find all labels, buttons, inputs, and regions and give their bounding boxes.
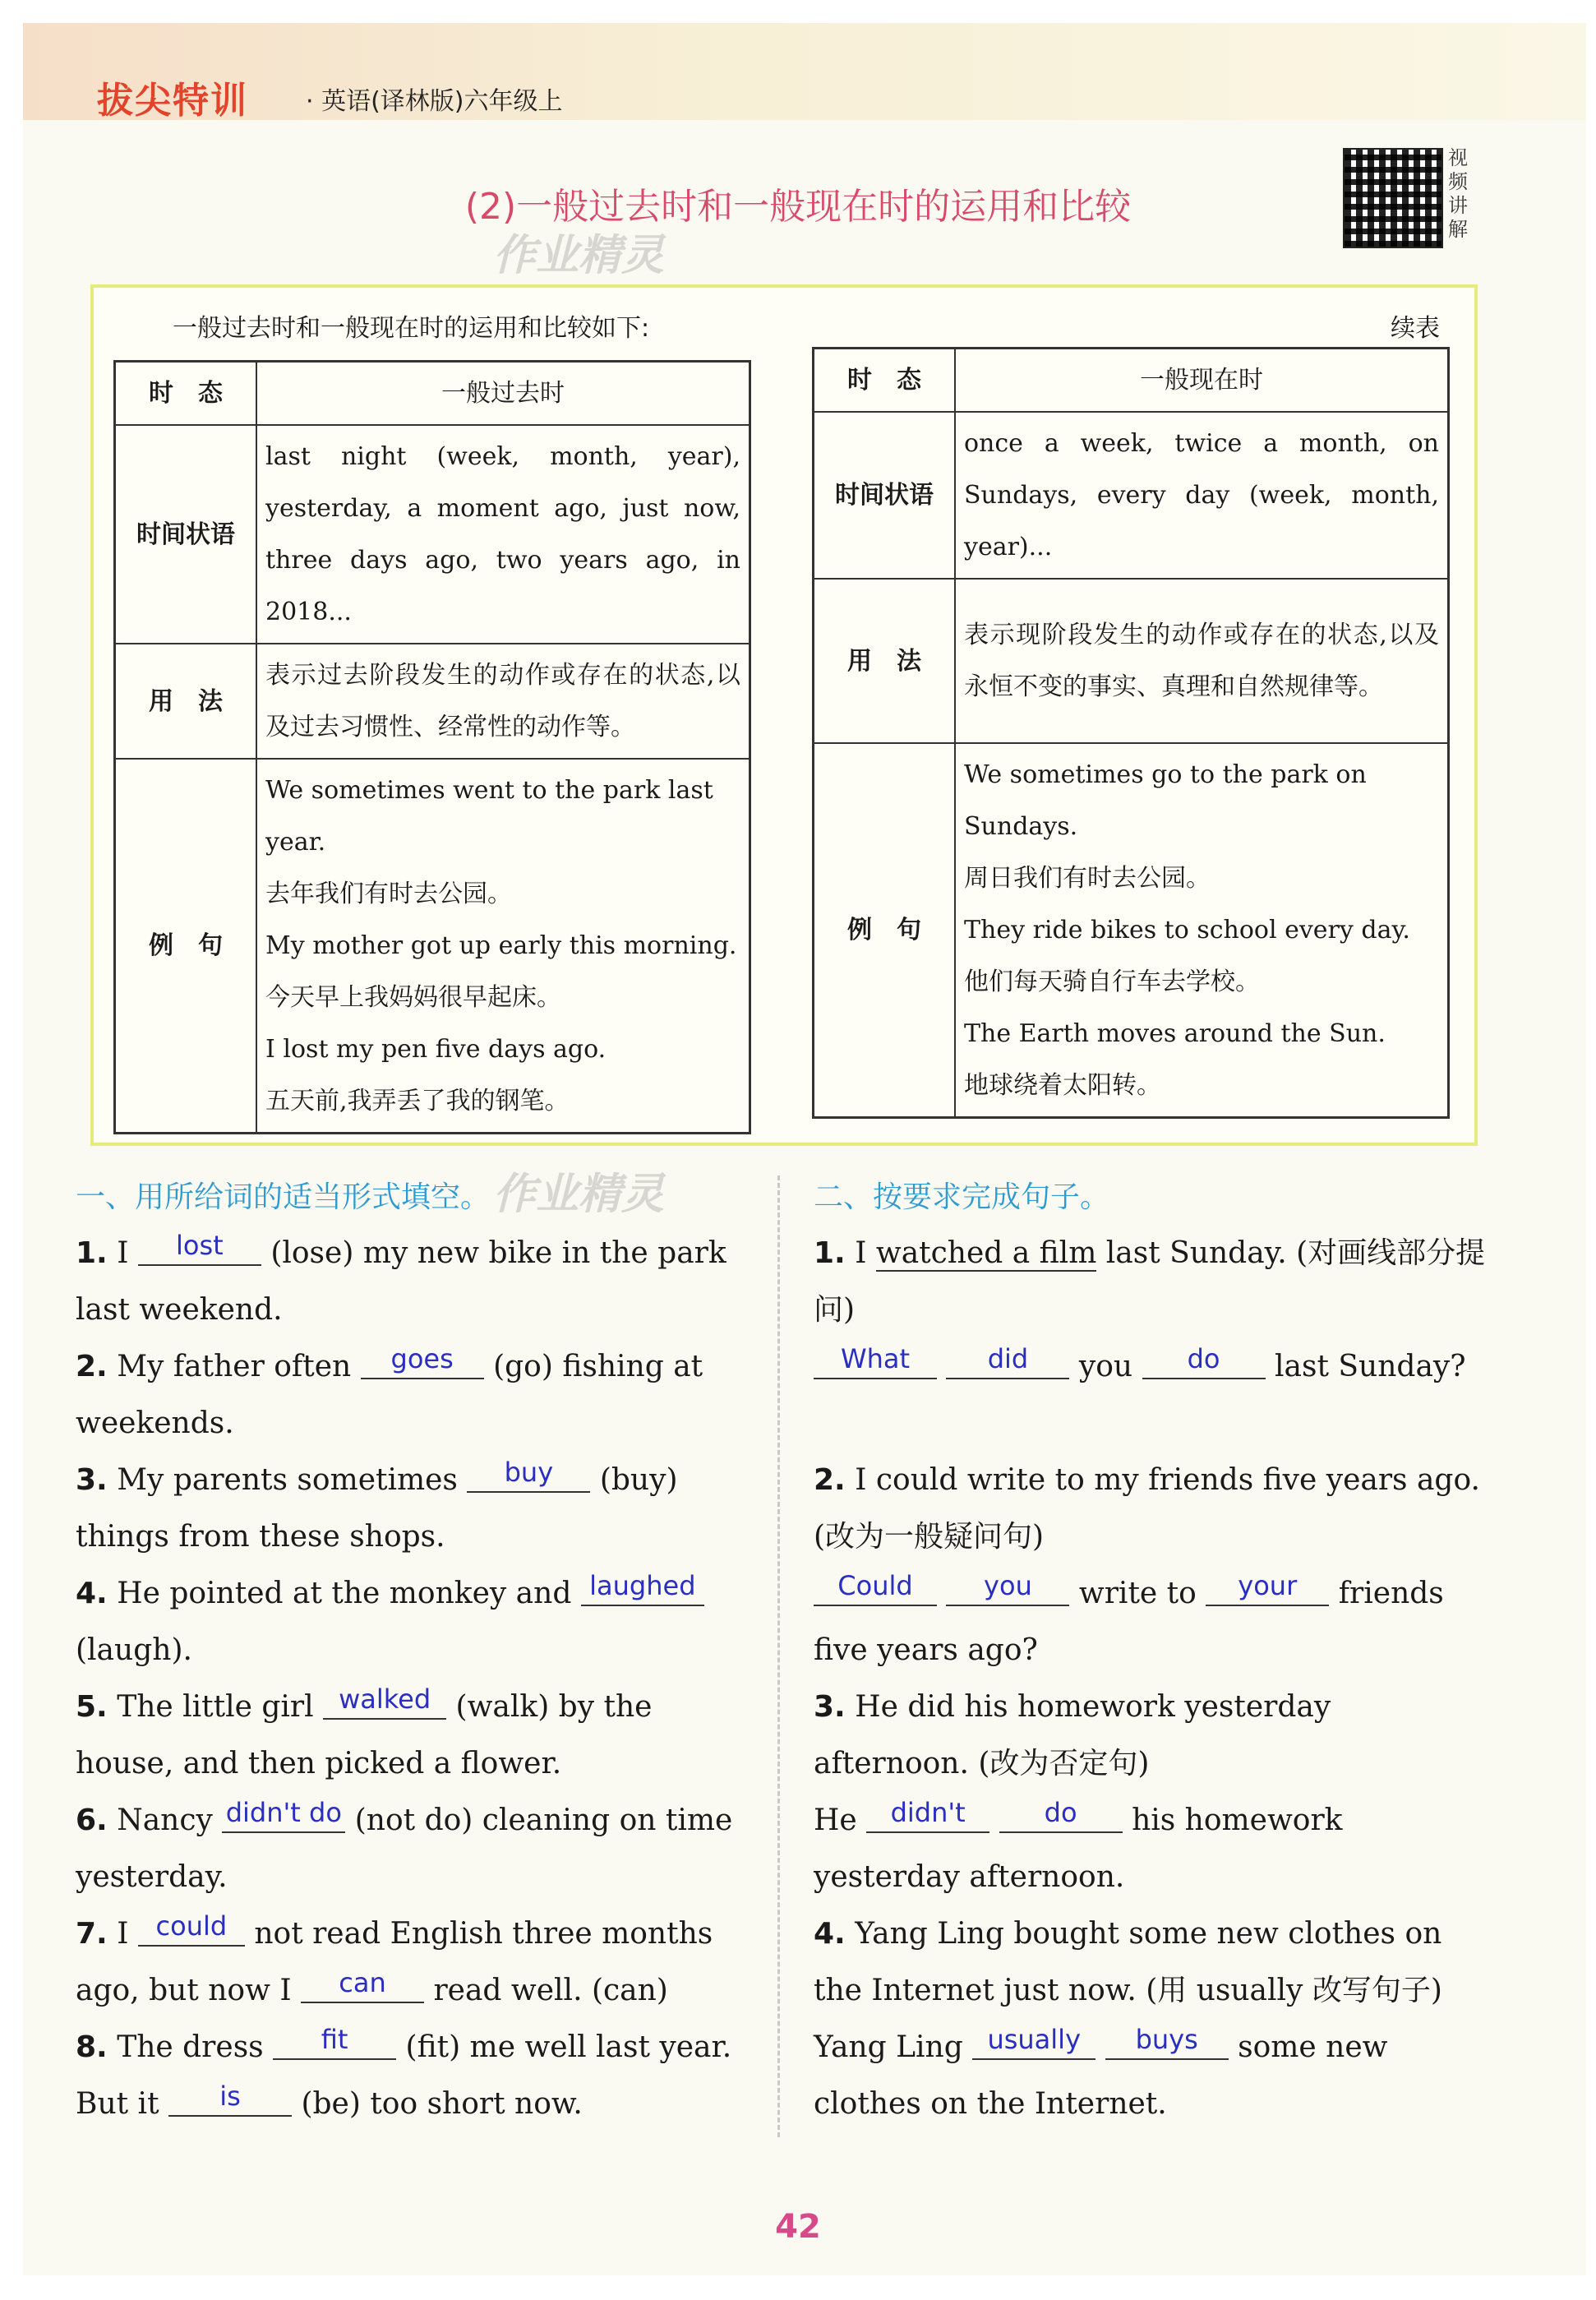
answer-blank[interactable]: can bbox=[301, 1964, 424, 2003]
question-text: I bbox=[117, 1917, 129, 1951]
question-text: The little girl bbox=[117, 1690, 314, 1724]
example-line: The Earth moves around the Sun. bbox=[964, 1019, 1386, 1048]
example-line: I lost my pen five days ago. bbox=[265, 1035, 607, 1064]
qr-label: 视频讲解 bbox=[1448, 146, 1468, 241]
question-text: The dress bbox=[117, 2030, 264, 2064]
question-number: 4. bbox=[814, 1917, 846, 1951]
answer-blank[interactable]: What bbox=[814, 1340, 937, 1379]
example-label: 例 句 bbox=[115, 759, 257, 1134]
question-number: 4. bbox=[76, 1577, 108, 1610]
question-number: 2. bbox=[814, 1463, 846, 1497]
part2-question-1 bbox=[814, 1225, 1488, 1395]
question-text: He pointed at the monkey and bbox=[117, 1577, 572, 1610]
question-text: (be) too short now. bbox=[301, 2087, 583, 2121]
answer-blank[interactable]: do bbox=[1142, 1340, 1266, 1379]
part1-question-1 bbox=[76, 1225, 750, 1338]
tense-header: 时 态 bbox=[814, 349, 956, 413]
question-text: I bbox=[855, 1236, 867, 1270]
part1-title: 一、用所给词的适当形式填空。 bbox=[76, 1180, 491, 1214]
tense-name: 一般过去时 bbox=[256, 362, 750, 426]
header-band bbox=[23, 23, 1586, 120]
question-text: (not do) cleaning on time yesterday. bbox=[76, 1804, 733, 1894]
part2-title: 二、按要求完成句子。 bbox=[814, 1180, 1110, 1214]
time-label: 时间状语 bbox=[814, 412, 956, 579]
past-tense-table bbox=[113, 360, 751, 1134]
question-text: last Sunday? bbox=[1275, 1350, 1466, 1383]
answer-blank[interactable]: buys bbox=[1105, 2021, 1229, 2060]
answer-blank[interactable]: could bbox=[138, 1907, 245, 1947]
question-text: his homework yesterday afternoon. bbox=[814, 1804, 1343, 1894]
example-line: 今天早上我妈妈很早起床。 bbox=[265, 983, 561, 1012]
usage-text: 表示过去阶段发生的动作或存在的状态,以及过去习惯性、经常性的动作等。 bbox=[256, 644, 750, 759]
answer-blank[interactable]: you bbox=[946, 1567, 1069, 1606]
example-line: My mother got up early this morning. bbox=[265, 931, 737, 960]
part1-question-5 bbox=[76, 1679, 750, 1792]
watermark: 作业精灵 bbox=[493, 231, 665, 280]
question-text: He bbox=[814, 1804, 857, 1837]
section-title: (2)一般过去时和一般现在时的运用和比较 bbox=[464, 186, 1132, 228]
underlined-phrase: watched a film bbox=[875, 1236, 1097, 1270]
answer-blank[interactable]: walked bbox=[323, 1680, 446, 1720]
example-line: 他们每天骑自行车去学校。 bbox=[964, 968, 1260, 996]
answer-blank[interactable]: didn't bbox=[866, 1794, 989, 1833]
usage-label: 用 法 bbox=[115, 644, 257, 759]
question-text: Yang Ling bought some new clothes on the Internet just now. (用 usually 改写句子) bbox=[814, 1917, 1442, 2007]
answer-blank[interactable]: usually bbox=[972, 2021, 1096, 2060]
example-line: They ride bikes to school every day. bbox=[964, 916, 1410, 944]
question-text: (go) fishing at weekends. bbox=[76, 1350, 703, 1440]
part1-question-7 bbox=[76, 1905, 750, 2019]
question-text: read well. (can) bbox=[433, 1974, 668, 2007]
question-text: (laugh). bbox=[76, 1633, 192, 1667]
question-text: friends five years ago? bbox=[814, 1577, 1444, 1667]
usage-text: 表示现阶段发生的动作或存在的状态,以及永恒不变的事实、真理和自然规律等。 bbox=[955, 579, 1449, 743]
question-text: (buy) things from these shops. bbox=[76, 1463, 678, 1554]
tense-name: 一般现在时 bbox=[955, 349, 1449, 413]
continued-label: 续表 bbox=[1391, 314, 1440, 343]
question-number: 6. bbox=[76, 1804, 108, 1837]
present-tense-table bbox=[812, 347, 1450, 1119]
usage-label: 用 法 bbox=[814, 579, 956, 743]
question-text: Yang Ling bbox=[814, 2030, 963, 2064]
answer-blank[interactable]: goes bbox=[361, 1340, 484, 1379]
example-line: 地球绕着太阳转。 bbox=[964, 1071, 1161, 1100]
question-number: 7. bbox=[76, 1917, 108, 1951]
tense-header: 时 态 bbox=[115, 362, 257, 426]
question-number: 1. bbox=[76, 1236, 108, 1270]
part1-question-4 bbox=[76, 1565, 750, 1679]
part1-question-2 bbox=[76, 1338, 750, 1452]
part2-question-4 bbox=[814, 1905, 1488, 2132]
part1-question-3 bbox=[76, 1452, 750, 1565]
answer-blank[interactable]: did bbox=[946, 1340, 1069, 1379]
example-label: 例 句 bbox=[814, 743, 956, 1118]
answer-blank[interactable]: your bbox=[1206, 1567, 1329, 1606]
answer-blank[interactable]: didn't do bbox=[222, 1794, 345, 1833]
answer-blank[interactable]: laughed bbox=[581, 1567, 704, 1606]
question-text: He did his homework yesterday afternoon. (改为否定句) bbox=[814, 1690, 1331, 1780]
subject-label: · 英语(译林版)六年级上 bbox=[306, 87, 563, 116]
example-line: 五天前,我弄丢了我的钢笔。 bbox=[265, 1087, 570, 1115]
answer-blank[interactable]: fit bbox=[273, 2021, 396, 2060]
brand-title: 拔尖特训 bbox=[97, 80, 248, 122]
example-line: 去年我们有时去公园。 bbox=[265, 880, 512, 908]
question-text: (lose) my new bike in the park last weekend. bbox=[76, 1236, 727, 1327]
time-text: once a week, twice a month, on Sundays, every day (week, month, year)... bbox=[955, 412, 1449, 579]
question-number: 5. bbox=[76, 1690, 108, 1724]
question-number: 2. bbox=[76, 1350, 108, 1383]
example-list bbox=[955, 743, 1449, 1118]
example-line: 周日我们有时去公园。 bbox=[964, 864, 1211, 893]
answer-blank[interactable]: is bbox=[168, 2077, 292, 2117]
question-number: 8. bbox=[76, 2030, 108, 2064]
question-text: (walk) by the house, and then picked a flower. bbox=[76, 1690, 653, 1780]
answer-blank[interactable]: do bbox=[999, 1794, 1123, 1833]
rule-intro: 一般过去时和一般现在时的运用和比较如下: bbox=[173, 314, 650, 343]
question-number: 1. bbox=[814, 1236, 846, 1270]
column-divider bbox=[777, 1175, 780, 2137]
example-line: We sometimes go to the park on Sundays. bbox=[964, 760, 1367, 841]
watermark: 作业精灵 bbox=[493, 1170, 665, 1219]
part2-question-3 bbox=[814, 1679, 1488, 1905]
answer-blank[interactable]: Could bbox=[814, 1567, 937, 1606]
question-text: not read English three months ago, but now I bbox=[76, 1917, 713, 2007]
part2-question-2 bbox=[814, 1452, 1488, 1679]
time-text: last night (week, month, year), yesterday, a moment ago, just now, three days ago, two years ago, in 2018... bbox=[256, 425, 750, 644]
time-label: 时间状语 bbox=[115, 425, 257, 644]
question-text: My father often bbox=[117, 1350, 352, 1383]
question-number: 3. bbox=[814, 1690, 846, 1724]
question-text: write to bbox=[1078, 1577, 1197, 1610]
page-number: 42 bbox=[775, 2208, 821, 2246]
answer-blank[interactable]: buy bbox=[467, 1453, 590, 1493]
question-text: Nancy bbox=[117, 1804, 213, 1837]
example-line: We sometimes went to the park last year. bbox=[265, 776, 713, 857]
question-text: some new clothes on the Internet. bbox=[814, 2030, 1388, 2121]
part1-question-6 bbox=[76, 1792, 750, 1905]
question-text: last Sunday. (对画线部分提问) bbox=[814, 1236, 1486, 1327]
question-text: you bbox=[1078, 1350, 1133, 1383]
example-list bbox=[256, 759, 750, 1134]
question-text: I could write to my friends five years ago. (改为一般疑问句) bbox=[814, 1463, 1480, 1554]
question-text: My parents sometimes bbox=[117, 1463, 458, 1497]
question-number: 3. bbox=[76, 1463, 108, 1497]
part1-question-8 bbox=[76, 2019, 750, 2132]
question-text: (fit) me well last year. But it bbox=[76, 2030, 732, 2121]
answer-blank[interactable]: lost bbox=[138, 1226, 261, 1266]
question-text: I bbox=[117, 1236, 129, 1270]
